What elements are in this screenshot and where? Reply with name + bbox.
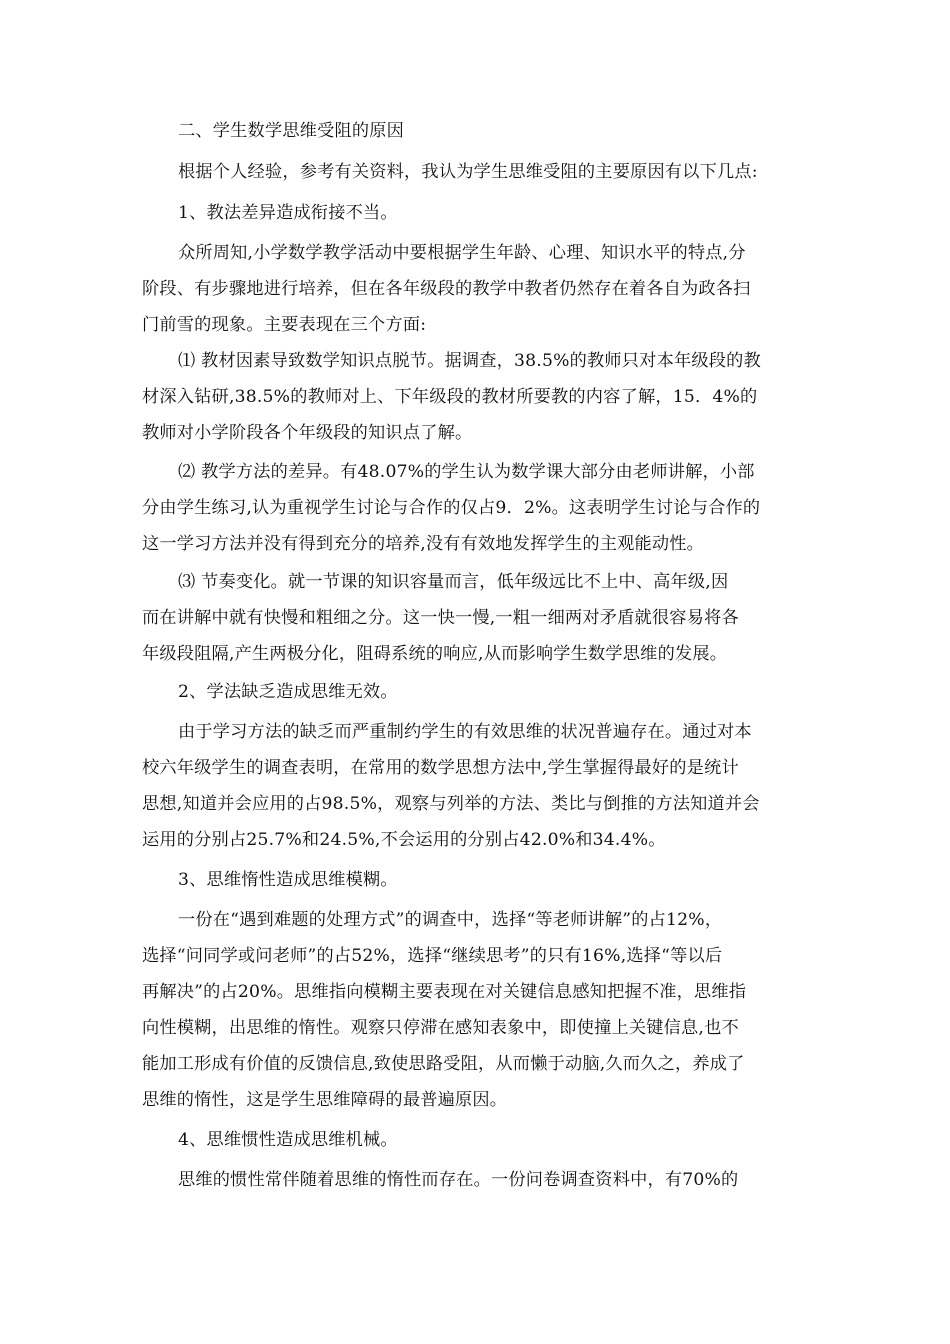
paragraph-line: 运用的分别占25.7%和24.5%,不会运用的分别占42.0%和34.4%。 xyxy=(142,830,666,850)
paragraph-line: 能加工形成有价值的反馈信息,致使思路受阻，从而懒于动脑,久而久之，养成了 xyxy=(142,1054,745,1074)
paragraph-line: ⑶ 节奏变化。就一节课的知识容量而言，低年级远比不上中、高年级,因 xyxy=(178,572,729,592)
paragraph-line: ⑴ 教材因素导致数学知识点脱节。据调查，38.5%的教师只对本年级段的教 xyxy=(178,351,761,371)
subheading-2: 2、学法缺乏造成思维无效。 xyxy=(178,682,398,702)
paragraph-line: 思维的惯性常伴随着思维的惰性而存在。一份问卷调查资料中，有70%的 xyxy=(178,1170,739,1190)
paragraph-line: 年级段阻隔,产生两极分化，阻碍系统的响应,从而影响学生数学思维的发展。 xyxy=(142,644,728,664)
intro-paragraph-line: 根据个人经验，参考有关资料，我认为学生思维受阻的主要原因有以下几点: xyxy=(178,162,758,182)
paragraph-line: 思维的惰性，这是学生思维障碍的最普遍原因。 xyxy=(142,1090,508,1110)
section-heading: 二、学生数学思维受阻的原因 xyxy=(178,121,405,141)
subheading-1: 1、教法差异造成衔接不当。 xyxy=(178,203,398,223)
paragraph-line: 分由学生练习,认为重视学生讨论与合作的仅占9．2%。这表明学生讨论与合作的 xyxy=(142,498,761,518)
subheading-4: 4、思维惯性造成思维机械。 xyxy=(178,1130,398,1150)
paragraph-line: 选择“问同学或问老师”的占52%，选择“继续思考”的只有16%,选择“等以后 xyxy=(142,946,723,966)
paragraph-line: 校六年级学生的调查表明，在常用的数学思想方法中,学生掌握得最好的是统计 xyxy=(142,758,739,778)
paragraph-line: 向性模糊，出思维的惰性。观察只停滞在感知表象中，即使撞上关键信息,也不 xyxy=(142,1018,739,1038)
subheading-3: 3、思维惰性造成思维模糊。 xyxy=(178,870,398,890)
paragraph-line: 门前雪的现象。主要表现在三个方面: xyxy=(142,315,427,335)
paragraph-line: 一份在“遇到难题的处理方式”的调查中，选择“等老师讲解”的占12%， xyxy=(178,910,723,930)
paragraph-line: 再解决”的占20%。思维指向模糊主要表现在对关键信息感知把握不准，思维指 xyxy=(142,982,747,1002)
paragraph-line: ⑵ 教学方法的差异。有48.07%的学生认为数学课大部分由老师讲解，小部 xyxy=(178,462,755,482)
paragraph-line: 众所周知,小学数学教学活动中要根据学生年龄、心理、知识水平的特点,分 xyxy=(178,243,746,263)
paragraph-line: 阶段、有步骤地进行培养，但在各年级段的教学中教者仍然存在着各自为政各扫 xyxy=(142,279,751,299)
paragraph-line: 这一学习方法并没有得到充分的培养,没有有效地发挥学生的主观能动性。 xyxy=(142,534,705,554)
paragraph-line: 思想,知道并会应用的占98.5%，观察与列举的方法、类比与倒推的方法知道并会 xyxy=(142,794,760,814)
paragraph-line: 而在讲解中就有快慢和粗细之分。这一快一慢,一粗一细两对矛盾就很容易将各 xyxy=(142,608,739,628)
paragraph-line: 材深入钻研,38.5%的教师对上、下年级段的教材所要教的内容了解，15．4%的 xyxy=(142,387,758,407)
paragraph-line: 由于学习方法的缺乏而严重制约学生的有效思维的状况普遍存在。通过对本 xyxy=(178,722,752,742)
paragraph-line: 教师对小学阶段各个年级段的知识点了解。 xyxy=(142,423,473,443)
